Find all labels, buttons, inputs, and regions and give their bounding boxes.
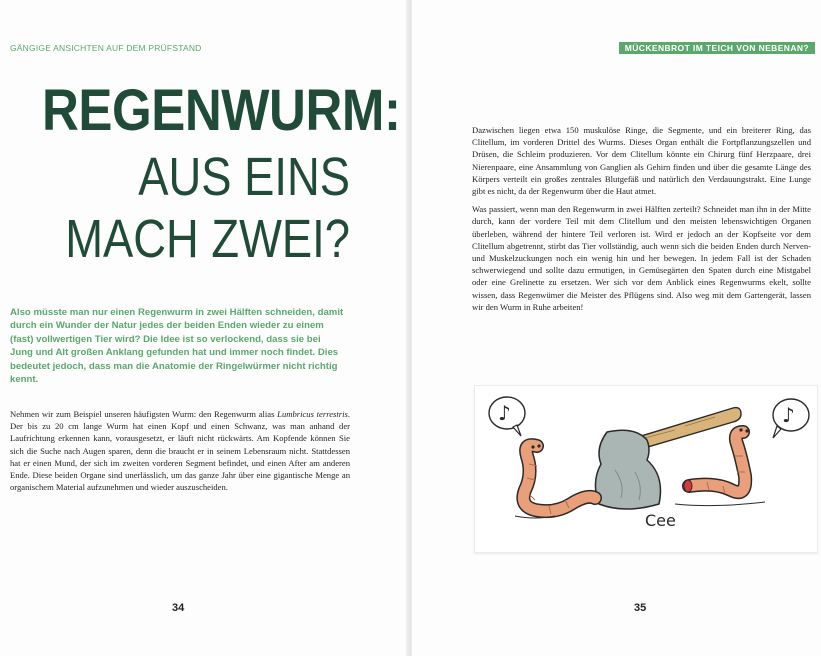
left-body-paragraph xyxy=(10,408,350,493)
page-number-left: 34 xyxy=(172,602,185,614)
cartoon-drawing xyxy=(475,386,817,552)
title-line-2: AUS EINS xyxy=(138,147,350,207)
chapter-title xyxy=(0,76,401,270)
right-paragraph-2: Was passiert, wenn man den Regenwurm in zwei Hälften zerteilt? Schneidet man ihn in der Mitte durch, kann der vordere Teil mit dem Clitellum und den meisten lebenswichtigen Organen überleben, während der hintere Teil verloren ist. Wird er jedoch an der Kopfseite vor dem Clitellum abgetrennt, stirbt das Tier vollständig, auch wenn sich die beiden Enden durch Nerven- und Muskelzuckungen noch ein wenig hin und her bewegen. In jedem Fall ist der Schaden schwerwiegend und sollte dazu ermutigen, in Gemüsegärten den Spaten durch eine Mistgabel oder eine Grelinette zu ersetzen. Wer sich vor dem Anblick eines Regenwurms ekelt, sollte wissen, dass Regenwümer die Meister des Pflügens sind. Also weg mit dem Gartengerät, lassen wir den Wurm in Ruhe arbeiten! xyxy=(472,204,811,312)
speech-bubble-right xyxy=(773,399,809,438)
sound-effect-text: Cee xyxy=(645,511,676,530)
worm-front-half xyxy=(523,444,595,514)
axe-icon xyxy=(595,408,741,509)
worm-axe-illustration xyxy=(474,385,818,553)
running-head-right: MÜCKENBROT IM TEICH VON NEBENAN? xyxy=(619,42,815,54)
title-line-3: MACH ZWEI? xyxy=(65,209,351,269)
music-note-icon: ♪ xyxy=(782,403,795,427)
right-body xyxy=(472,124,811,319)
lead-paragraph: Also müsste man nur einen Regenwurm in zwei Hälften schneiden, damit durch ein Wunder der Natur jedes der beiden Enden wieder zu einem (fast) vollwertigen Tier wird? Die Idee ist so verlockend, dass sie bei Jung und Alt großen Anklang gefunden hat und immer noch findet. Dies bedeutet jedoch, dass man die Anatomie der Ringelwürmer nicht richtig kennt. xyxy=(10,307,344,386)
right-page xyxy=(412,0,821,656)
body-text-part2: . Der bis zu 20 cm lange Wurm hat einen Kopf und einen Schwanz, was man anhand der Laufrichtung erkennen kann, vorausgesetzt, er läuft nicht rückwärts. Am Kopfende können Sie sich die Suche nach Augen sparen, denn die braucht er in seinem Lebensraum nicht. Stattdessen hat er einen Mund, der sich im zweiten vorderen Segment befindet, und einen After am anderen Ende. Diese beiden Organe sind unerlässlich, um das ganze Jahr über eine gigantische Menge an organischem Material aufzunehmen und wieder auszuscheiden. xyxy=(10,409,350,493)
left-page xyxy=(0,0,409,656)
right-paragraph-1: Dazwischen liegen etwa 150 muskulöse Ringe, die Segmente, und ein breiterer Ring, das Clitellum, im vorderen Drittel des Wurms. Dieses Organ enthält die Fortpflanzungszellen und Drüsen, die Schleim produzieren. Vor dem Clitellum könnte ein Chirurg fünf Herzpaare, drei Nierenpaare, eine Ansammlung von Ganglien als Gehirn finden und über die gesamte Länge des Körpers verteilt ein großes zentrales Blutgefäß und natürlich den Verdauungstrakt. Eine Lunge gibt es nicht, da der Regenwurm über die Haut atmet. xyxy=(472,125,811,197)
species-name: Lumbricus terrestris xyxy=(277,409,348,419)
worm-back-half xyxy=(684,428,749,494)
running-head-left: GÄNGIGE ANSICHTEN AUF DEM PRÜFSTAND xyxy=(10,43,202,53)
body-text-part1: Nehmen wir zum Beispiel unseren häufigsten Wurm: den Regenwurm alias xyxy=(10,409,278,419)
music-note-icon: ♪ xyxy=(498,401,511,425)
page-number-right: 35 xyxy=(634,602,647,614)
title-line-1: REGENWURM: xyxy=(42,78,401,143)
speech-bubble-left xyxy=(489,397,525,436)
